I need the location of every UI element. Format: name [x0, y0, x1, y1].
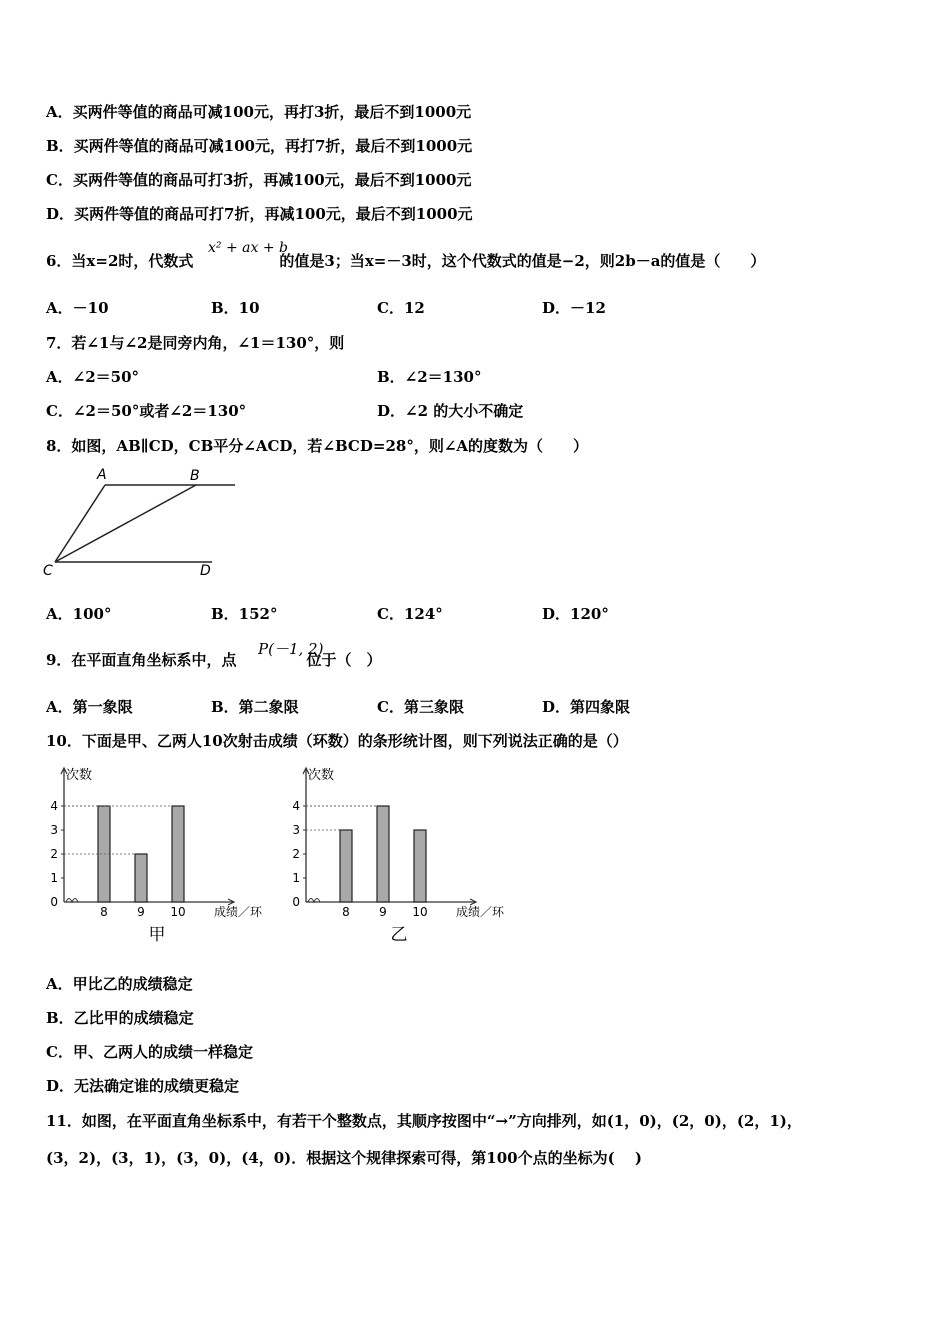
bar-8: [340, 830, 352, 902]
label-d: D: [200, 563, 211, 579]
q8-option-b: B．152°: [211, 605, 278, 623]
bar-9: [135, 854, 147, 902]
x-tick-label: 9: [137, 905, 145, 919]
q9-suffix: 位于（ ）: [306, 651, 382, 669]
label-c: C: [43, 563, 53, 579]
q6-option-a: A．－10: [46, 299, 109, 317]
q10-option-c: C．甲、乙两人的成绩一样稳定: [46, 1043, 253, 1061]
label-a: A: [97, 467, 107, 483]
q6-option-d: D．－12: [542, 299, 606, 317]
q10-option-d: D．无法确定谁的成绩更稳定: [46, 1077, 240, 1095]
q7-option-b: B．∠2＝130°: [377, 368, 482, 386]
q9-point: P(－1, 2): [258, 640, 324, 658]
y-tick-label: 0: [292, 895, 300, 909]
y-tick-label: 2: [292, 847, 300, 861]
q9-option-d: D．第四象限: [542, 698, 631, 716]
q6-option-b: B．10: [211, 299, 260, 317]
q8-stem: 8．如图，AB∥CD，CB平分∠ACD，若∠BCD=28°，则∠A的度数为（ ）: [46, 437, 589, 455]
line-bc: [55, 485, 196, 562]
q8-option-d: D．120°: [542, 605, 609, 623]
x-tick-label: 9: [379, 905, 387, 919]
y-axis-label: 次数: [308, 768, 335, 783]
x-tick-label: 8: [100, 905, 108, 919]
q6-stem: [46, 251, 765, 271]
line-ac: [55, 485, 105, 562]
q9-option-a: A．第一象限: [46, 698, 133, 716]
bar-10: [414, 830, 426, 902]
y-tick-label: 1: [50, 871, 58, 885]
chart-title: 乙: [390, 925, 408, 945]
q9-option-c: C．第三象限: [377, 698, 464, 716]
q6-expression: x² + ax + b: [208, 240, 288, 256]
q5-option-d: D．买两件等值的商品可打7折，再减100元，最后不到1000元: [46, 205, 473, 223]
q7-option-a: A．∠2＝50°: [46, 368, 140, 386]
bar-10: [172, 806, 184, 902]
q9-prefix: 9．在平面直角坐标系中，点: [46, 651, 237, 669]
y-tick-label: 4: [50, 799, 58, 813]
q7-option-d: D．∠2 的大小不确定: [377, 402, 524, 420]
y-tick-label: 3: [292, 823, 300, 837]
q9-stem: [46, 650, 381, 670]
q6-option-c: C．12: [377, 299, 425, 317]
x-axis-label: 成绩／环: [456, 905, 505, 919]
q5-option-a: A．买两件等值的商品可减100元，再打3折，最后不到1000元: [46, 103, 472, 121]
x-tick-label: 8: [342, 905, 350, 919]
q9-option-b: B．第二象限: [211, 698, 299, 716]
chart-yi: [286, 760, 521, 950]
y-tick-label: 2: [50, 847, 58, 861]
label-b: B: [190, 468, 200, 484]
bar-9: [377, 806, 389, 902]
q7-option-c: C．∠2＝50°或者∠2＝130°: [46, 402, 247, 420]
y-tick-label: 1: [292, 871, 300, 885]
q10-option-a: A．甲比乙的成绩稳定: [46, 975, 193, 993]
q6-prefix: 6．当x=2时，代数式: [46, 252, 194, 270]
y-tick-label: 4: [292, 799, 300, 813]
q6-suffix: 的值是3；当x=－3时，这个代数式的值是−2，则2b－a的值是（ ）: [279, 252, 766, 270]
x-axis-label: 成绩／环: [214, 905, 263, 919]
q10-stem: 10．下面是甲、乙两人10次射击成绩（环数）的条形统计图，则下列说法正确的是（）: [46, 732, 628, 750]
q11-line-1: 11．如图，在平面直角坐标系中，有若干个整数点，其顺序按图中“→”方向排列，如(1，0)，(2，0)，(2，1)，: [46, 1112, 802, 1130]
chart-title: 甲: [148, 925, 166, 945]
q8-option-a: A．100°: [46, 605, 112, 623]
y-tick-label: 0: [50, 895, 58, 909]
chart-jia: [44, 760, 279, 950]
q10-option-b: B．乙比甲的成绩稳定: [46, 1009, 194, 1027]
q5-option-b: B．买两件等值的商品可减100元，再打7折，最后不到1000元: [46, 137, 473, 155]
x-tick-label: 10: [412, 905, 428, 919]
q11-line-2: (3，2)，(3，1)，(3，0)，(4，0)．根据这个规律探索可得，第100个点的坐标为( ): [46, 1149, 643, 1167]
q5-option-c: C．买两件等值的商品可打3折，再减100元，最后不到1000元: [46, 171, 472, 189]
y-tick-label: 3: [50, 823, 58, 837]
q8-option-c: C．124°: [377, 605, 443, 623]
x-tick-label: 10: [170, 905, 186, 919]
q7-stem: 7．若∠1与∠2是同旁内角，∠1＝130°，则: [46, 334, 345, 352]
q8-figure: [40, 462, 250, 582]
y-axis-label: 次数: [66, 768, 93, 783]
